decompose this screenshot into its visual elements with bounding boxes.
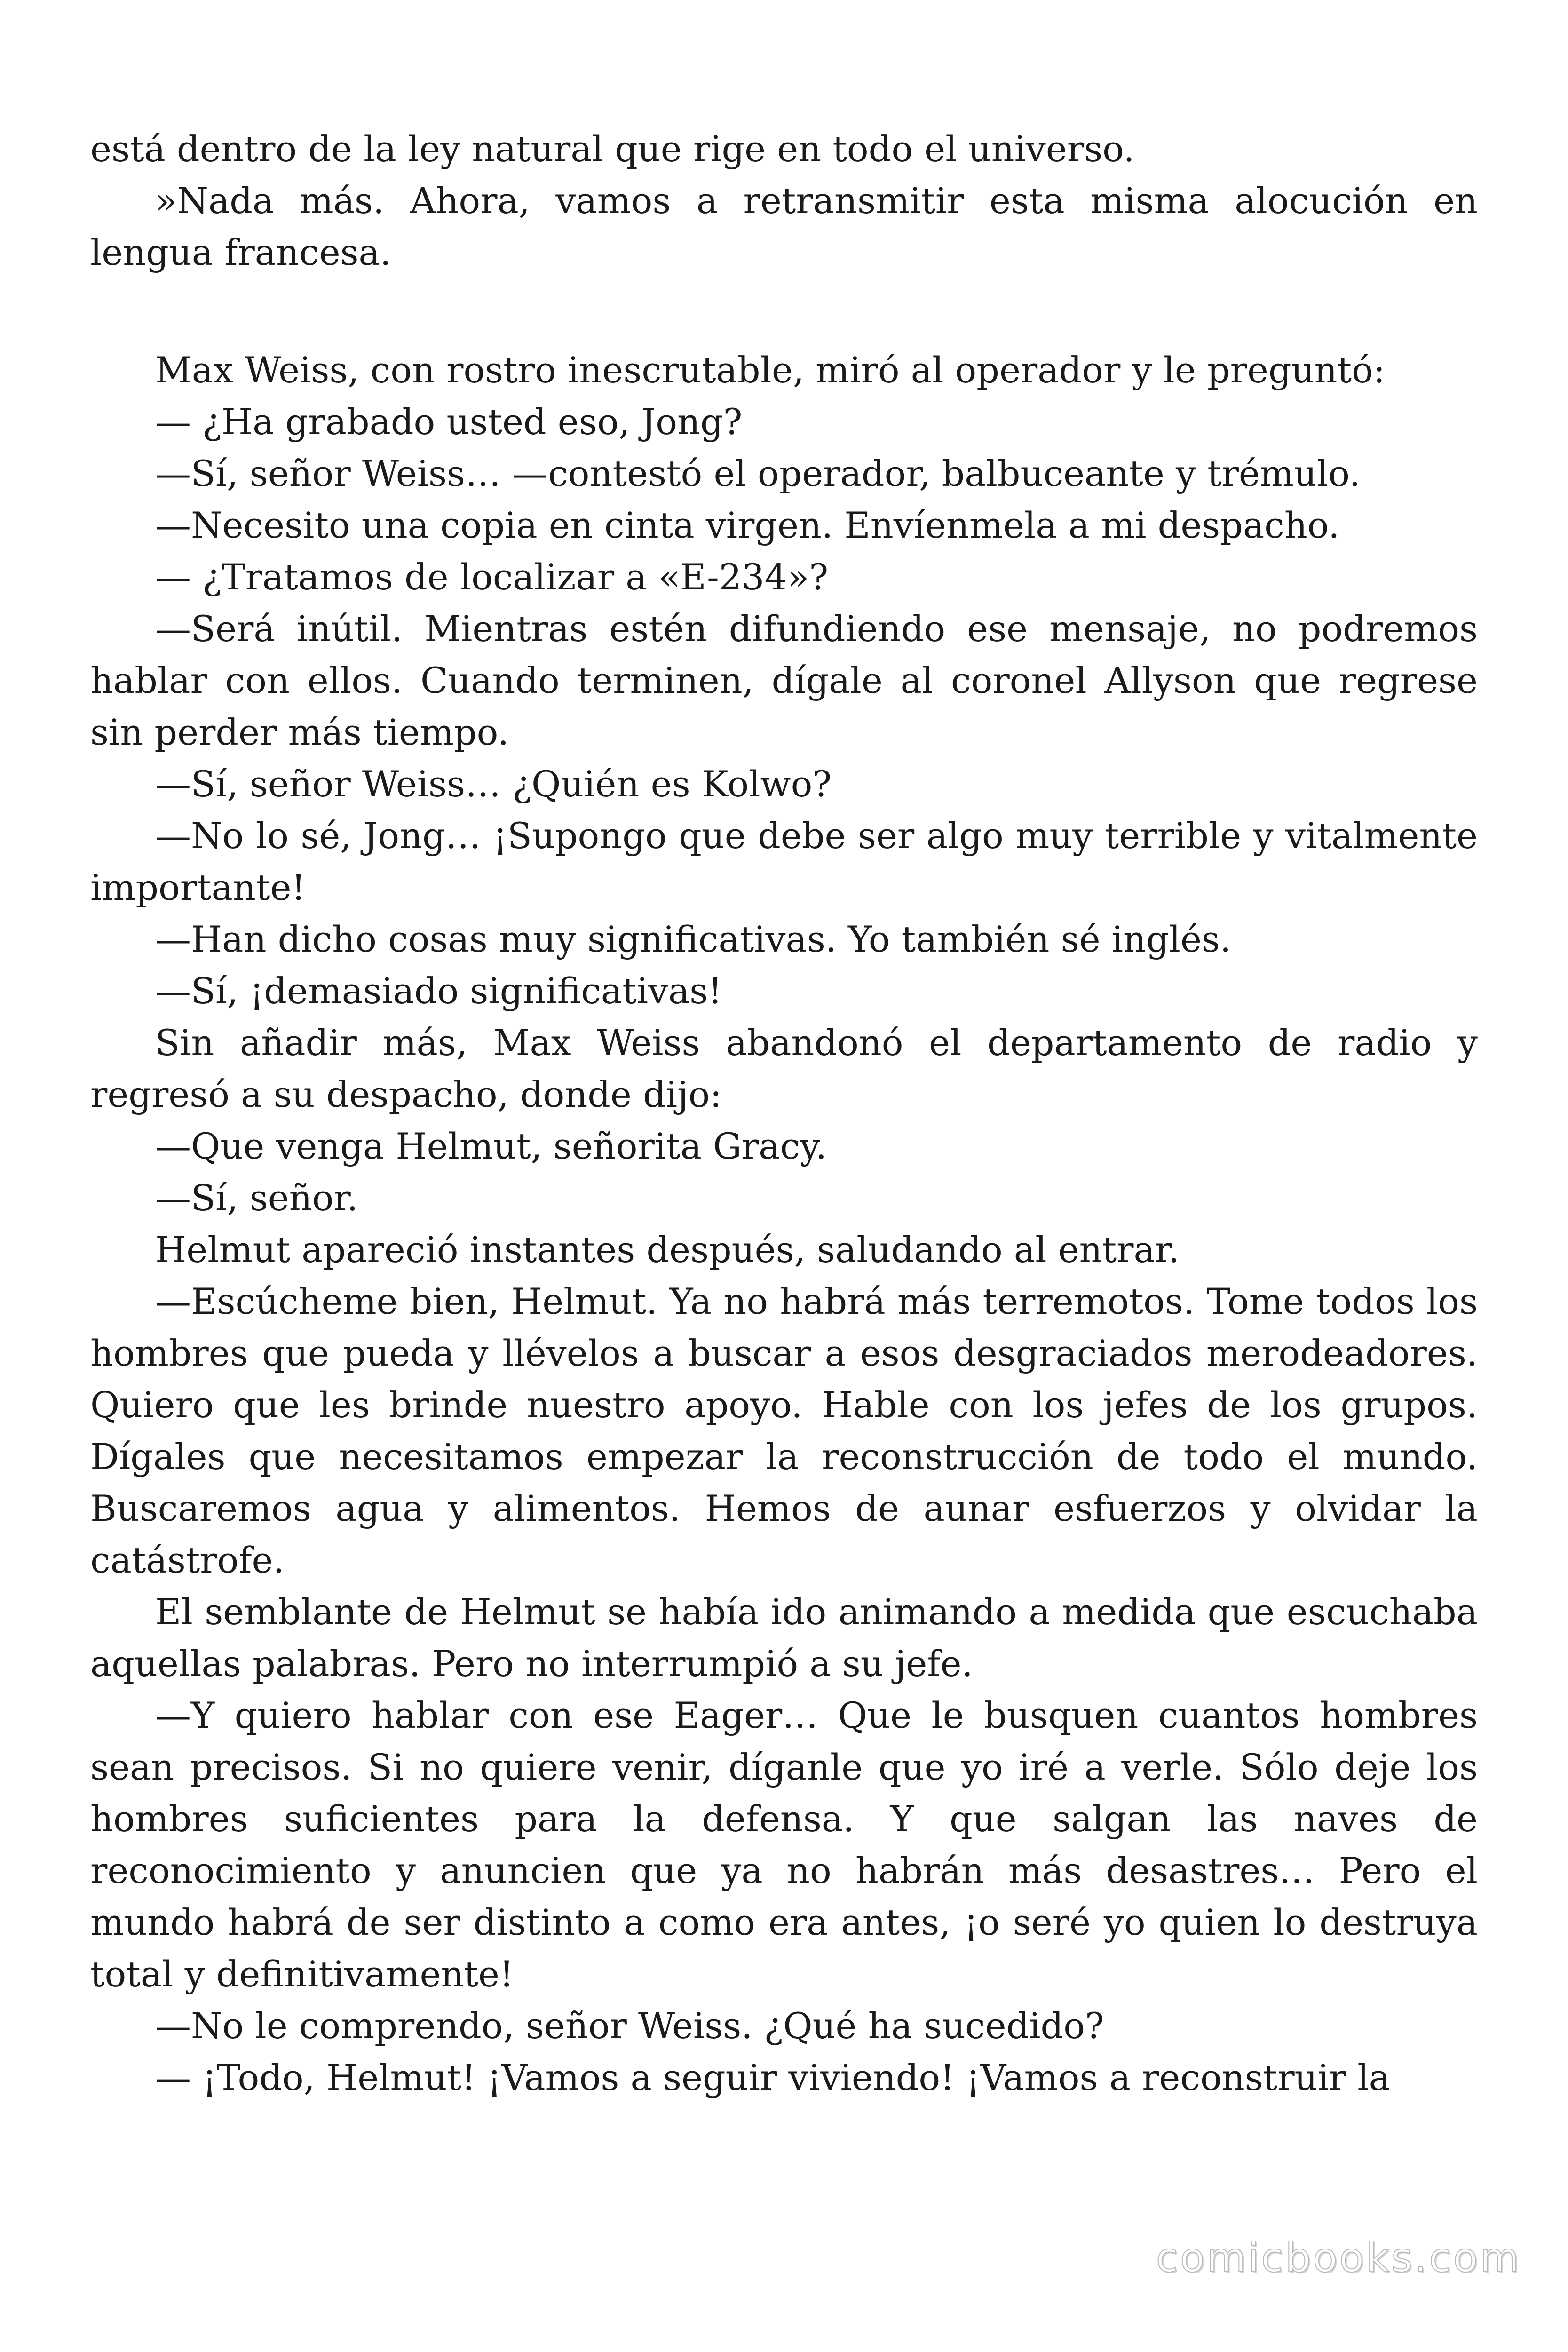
paragraph-3: Max Weiss, con rostro inescrutable, miró al operador y le preguntó: [155, 349, 1386, 391]
paragraph-2: »Nada más. Ahora, vamos a retransmitir esta misma alocución en lengua francesa. [90, 180, 1478, 273]
paragraph-17: —Escúcheme bien, Helmut. Ya no habrá más terremotos. Tome todos los hombres que pueda y llévelos a buscar a esos desgraciados merodeadores. Quiero que les brinde nuestro apoyo. Hable con los jefes de los grupos. Dígales que necesitamos empezar la reconstrucción de todo el mundo. Buscaremos agua y alimentos. Hemos de aunar esfuerzos y olvidar la catástrofe. [90, 1280, 1478, 1581]
paragraph-11: —Han dicho cosas muy significativas. Yo también sé inglés. [155, 918, 1232, 960]
paragraph-12: —Sí, ¡demasiado significativas! [155, 970, 722, 1012]
paragraph-4: — ¿Ha grabado usted eso, Jong? [155, 401, 743, 443]
paragraph-19: —Y quiero hablar con ese Eager… Que le busquen cuantos hombres sean precisos. Si no quiere venir, díganle que yo iré a verle. Sólo deje los hombres suficientes para la defensa. Y que salgan las naves de reconocimiento y anuncien que ya no habrán más desastres… Pero el mundo habrá de ser distinto a como era antes, ¡o seré yo quien lo destruya total y definitivamente! [90, 1694, 1478, 1995]
paragraph-1: está dentro de la ley natural que rige en todo el universo. [90, 128, 1135, 170]
paragraph-8: —Será inútil. Mientras estén difundiendo ese mensaje, no podremos hablar con ellos. Cuando terminen, dígale al coronel Allyson que regrese sin perder más tiempo. [90, 608, 1478, 753]
paragraph-9: —Sí, señor Weiss… ¿Quién es Kolwo? [155, 763, 832, 805]
paragraph-20: —No le comprendo, señor Weiss. ¿Qué ha sucedido? [155, 2005, 1104, 2047]
paragraph-15: —Sí, señor. [155, 1177, 358, 1219]
paragraph-10: —No lo sé, Jong… ¡Supongo que debe ser algo muy terrible y vitalmente importante! [90, 815, 1478, 908]
paragraph-5: —Sí, señor Weiss… —contestó el operador, balbuceante y trémulo. [155, 453, 1361, 494]
paragraph-16: Helmut apareció instantes después, saludando al entrar. [155, 1229, 1180, 1271]
paragraph-14: —Que venga Helmut, señorita Gracy. [155, 1125, 827, 1167]
paragraph-21: — ¡Todo, Helmut! ¡Vamos a seguir viviendo! ¡Vamos a reconstruir la [155, 2057, 1390, 2098]
paragraph-6: —Necesito una copia en cinta virgen. Envíenmela a mi despacho. [155, 504, 1340, 546]
watermark: comicbooks.com [1156, 2234, 1521, 2281]
paragraph-18: El semblante de Helmut se había ido animando a medida que escuchaba aquellas palabras. Pero no interrumpió a su jefe. [90, 1591, 1478, 1685]
paragraph-7: — ¿Tratamos de localizar a «E-234»? [155, 556, 829, 598]
paragraph-13: Sin añadir más, Max Weiss abandonó el departamento de radio y regresó a su despacho, donde dijo: [90, 1022, 1478, 1115]
page-text [90, 123, 1478, 2104]
